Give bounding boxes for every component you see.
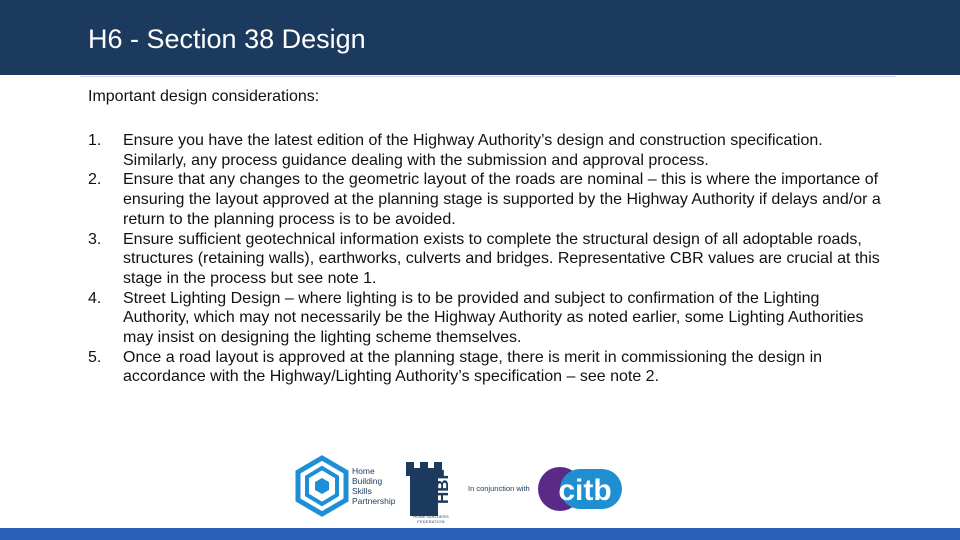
list-item — [88, 230, 888, 289]
list-item — [88, 131, 888, 170]
hbsp-line: Home — [352, 466, 375, 476]
conjunction-text: In conjunction with — [468, 484, 530, 493]
list-number: 5. — [88, 348, 102, 366]
list-text: Once a road layout is approved at the planning stage, there is merit in commissioning the design in accordance with the Highway/Lighting Authority’s specification – see note 2. — [123, 348, 823, 386]
hbsp-logo — [292, 454, 402, 520]
list-text: Ensure you have the latest edition of the Highway Authority’s design and construction specification. Similarly, any process guidance dealing with the submission and approval process. — [123, 132, 823, 169]
hexagon-logo-icon — [292, 454, 352, 520]
intro-text: Important design considerations: — [88, 88, 320, 105]
list-text: Ensure that any changes to the geometric layout of the roads are nominal – this is where the importance of ensuring the layout approved at the planning stage is supported by the Highway Authority if delays and/or a return to the planning process is to be avoided. — [123, 171, 881, 228]
title-divider — [80, 76, 896, 77]
list-number: 1. — [88, 132, 102, 149]
hbsp-line: Partnership — [352, 496, 396, 506]
considerations-list — [88, 131, 888, 387]
list-item — [88, 289, 888, 348]
list-item — [88, 170, 888, 229]
partner-logos — [292, 454, 632, 524]
citb-text: citb — [558, 474, 612, 507]
citb-logo — [538, 466, 632, 512]
hbsp-line: Building — [352, 476, 383, 486]
hbsp-name — [352, 466, 395, 506]
list-number: 4. — [88, 289, 102, 307]
footer-bar — [0, 528, 960, 540]
hbf-text: HBF — [433, 469, 452, 504]
list-number: 3. — [88, 230, 102, 248]
list-text: Ensure sufficient geotechnical information exists to complete the structural design of all adoptable roads, structures (retaining walls), earthworks, culverts and bridges. Representative CBR values are crucial at this stage in the process but see note 1. — [123, 230, 880, 287]
list-text: Street Lighting Design – where lighting is to be provided and subject to confirmation of the Lighting Authority, which may not necessarily be the Highway Authority as noted earlier, some Lighting Authorities may insist on designing the lighting scheme themselves. — [123, 289, 864, 347]
page-title: H6 - Section 38 Design — [88, 24, 366, 54]
hbsp-line: Skills — [352, 486, 372, 496]
castle-tower-icon — [402, 460, 462, 518]
list-item — [88, 348, 888, 387]
header-bar — [0, 0, 960, 75]
list-number: 2. — [88, 171, 102, 189]
hbf-subtext: HOME BUILDERS FEDERATION — [413, 514, 449, 524]
